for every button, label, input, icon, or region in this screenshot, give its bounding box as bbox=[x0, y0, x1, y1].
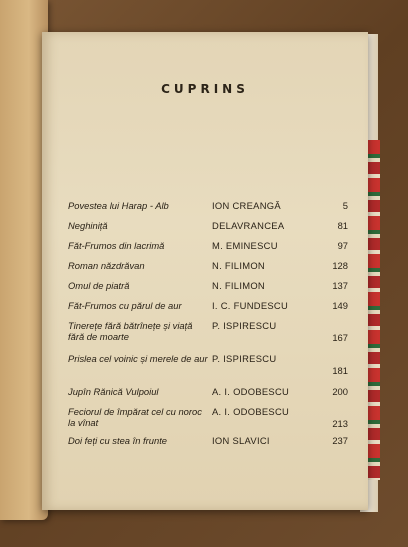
toc-entry bbox=[68, 435, 348, 455]
entry-author: A. I. ODOBESCU bbox=[212, 386, 290, 397]
entry-page: 81 bbox=[337, 220, 348, 231]
entry-page: 5 bbox=[342, 200, 348, 211]
toc-entry bbox=[68, 353, 348, 386]
entry-title: Jupîn Rănică Vulpoiul bbox=[68, 386, 159, 397]
toc-entry bbox=[68, 200, 348, 220]
entry-page: 149 bbox=[332, 300, 348, 311]
toc-entry bbox=[68, 240, 348, 260]
entry-title: Omul de piatră bbox=[68, 280, 130, 291]
page-title: CUPRINS bbox=[161, 82, 249, 96]
entry-author: N. FILIMON bbox=[212, 260, 266, 271]
entry-title: Neghiniță bbox=[68, 220, 108, 231]
toc-entry bbox=[68, 220, 348, 240]
entry-author: M. EMINESCU bbox=[212, 240, 278, 251]
entry-title: Povestea lui Harap - Alb bbox=[68, 200, 169, 211]
entry-page: 200 bbox=[332, 386, 348, 397]
entry-page: 167 bbox=[332, 332, 348, 343]
entry-author: DELAVRANCEA bbox=[212, 220, 285, 231]
entry-page: 97 bbox=[337, 240, 348, 251]
toc-entry bbox=[68, 386, 348, 406]
entry-page: 213 bbox=[332, 418, 348, 429]
entry-author: ION CREANGĂ bbox=[212, 200, 281, 211]
entry-title: Tinerețe fără bătrînețe și viață fără de moarte bbox=[68, 320, 193, 342]
entry-title: Făt-Frumos cu părul de aur bbox=[68, 300, 182, 311]
toc-entry bbox=[68, 320, 348, 353]
entry-author: P. ISPIRESCU bbox=[212, 353, 277, 364]
book-page bbox=[42, 32, 368, 510]
entry-title: Făt-Frumos din lacrimă bbox=[68, 240, 165, 251]
entry-page: 181 bbox=[332, 365, 348, 376]
toc-entry bbox=[68, 300, 348, 320]
entry-title: Doi feți cu stea în frunte bbox=[68, 435, 168, 446]
toc-entry bbox=[68, 406, 348, 435]
entry-page: 237 bbox=[332, 435, 348, 446]
entry-page: 137 bbox=[332, 280, 348, 291]
entry-title: Roman năzdrăvan bbox=[68, 260, 145, 271]
decorative-cover-strip bbox=[368, 140, 380, 480]
table-of-contents bbox=[68, 200, 348, 455]
entry-author: P. ISPIRESCU bbox=[212, 320, 277, 331]
entry-title: Prislea cel voinic și merele de aur bbox=[68, 353, 208, 364]
toc-entry bbox=[68, 280, 348, 300]
entry-author: ION SLAVICI bbox=[212, 435, 270, 446]
toc-entry bbox=[68, 260, 348, 280]
entry-title: Feciorul de împărat cel cu noroc la vînat bbox=[68, 406, 202, 428]
entry-author: I. C. FUNDESCU bbox=[212, 300, 289, 311]
entry-author: N. FILIMON bbox=[212, 280, 266, 291]
book-back-cover bbox=[0, 0, 48, 520]
entry-author: A. I. ODOBESCU bbox=[212, 406, 290, 417]
entry-page: 128 bbox=[332, 260, 348, 271]
